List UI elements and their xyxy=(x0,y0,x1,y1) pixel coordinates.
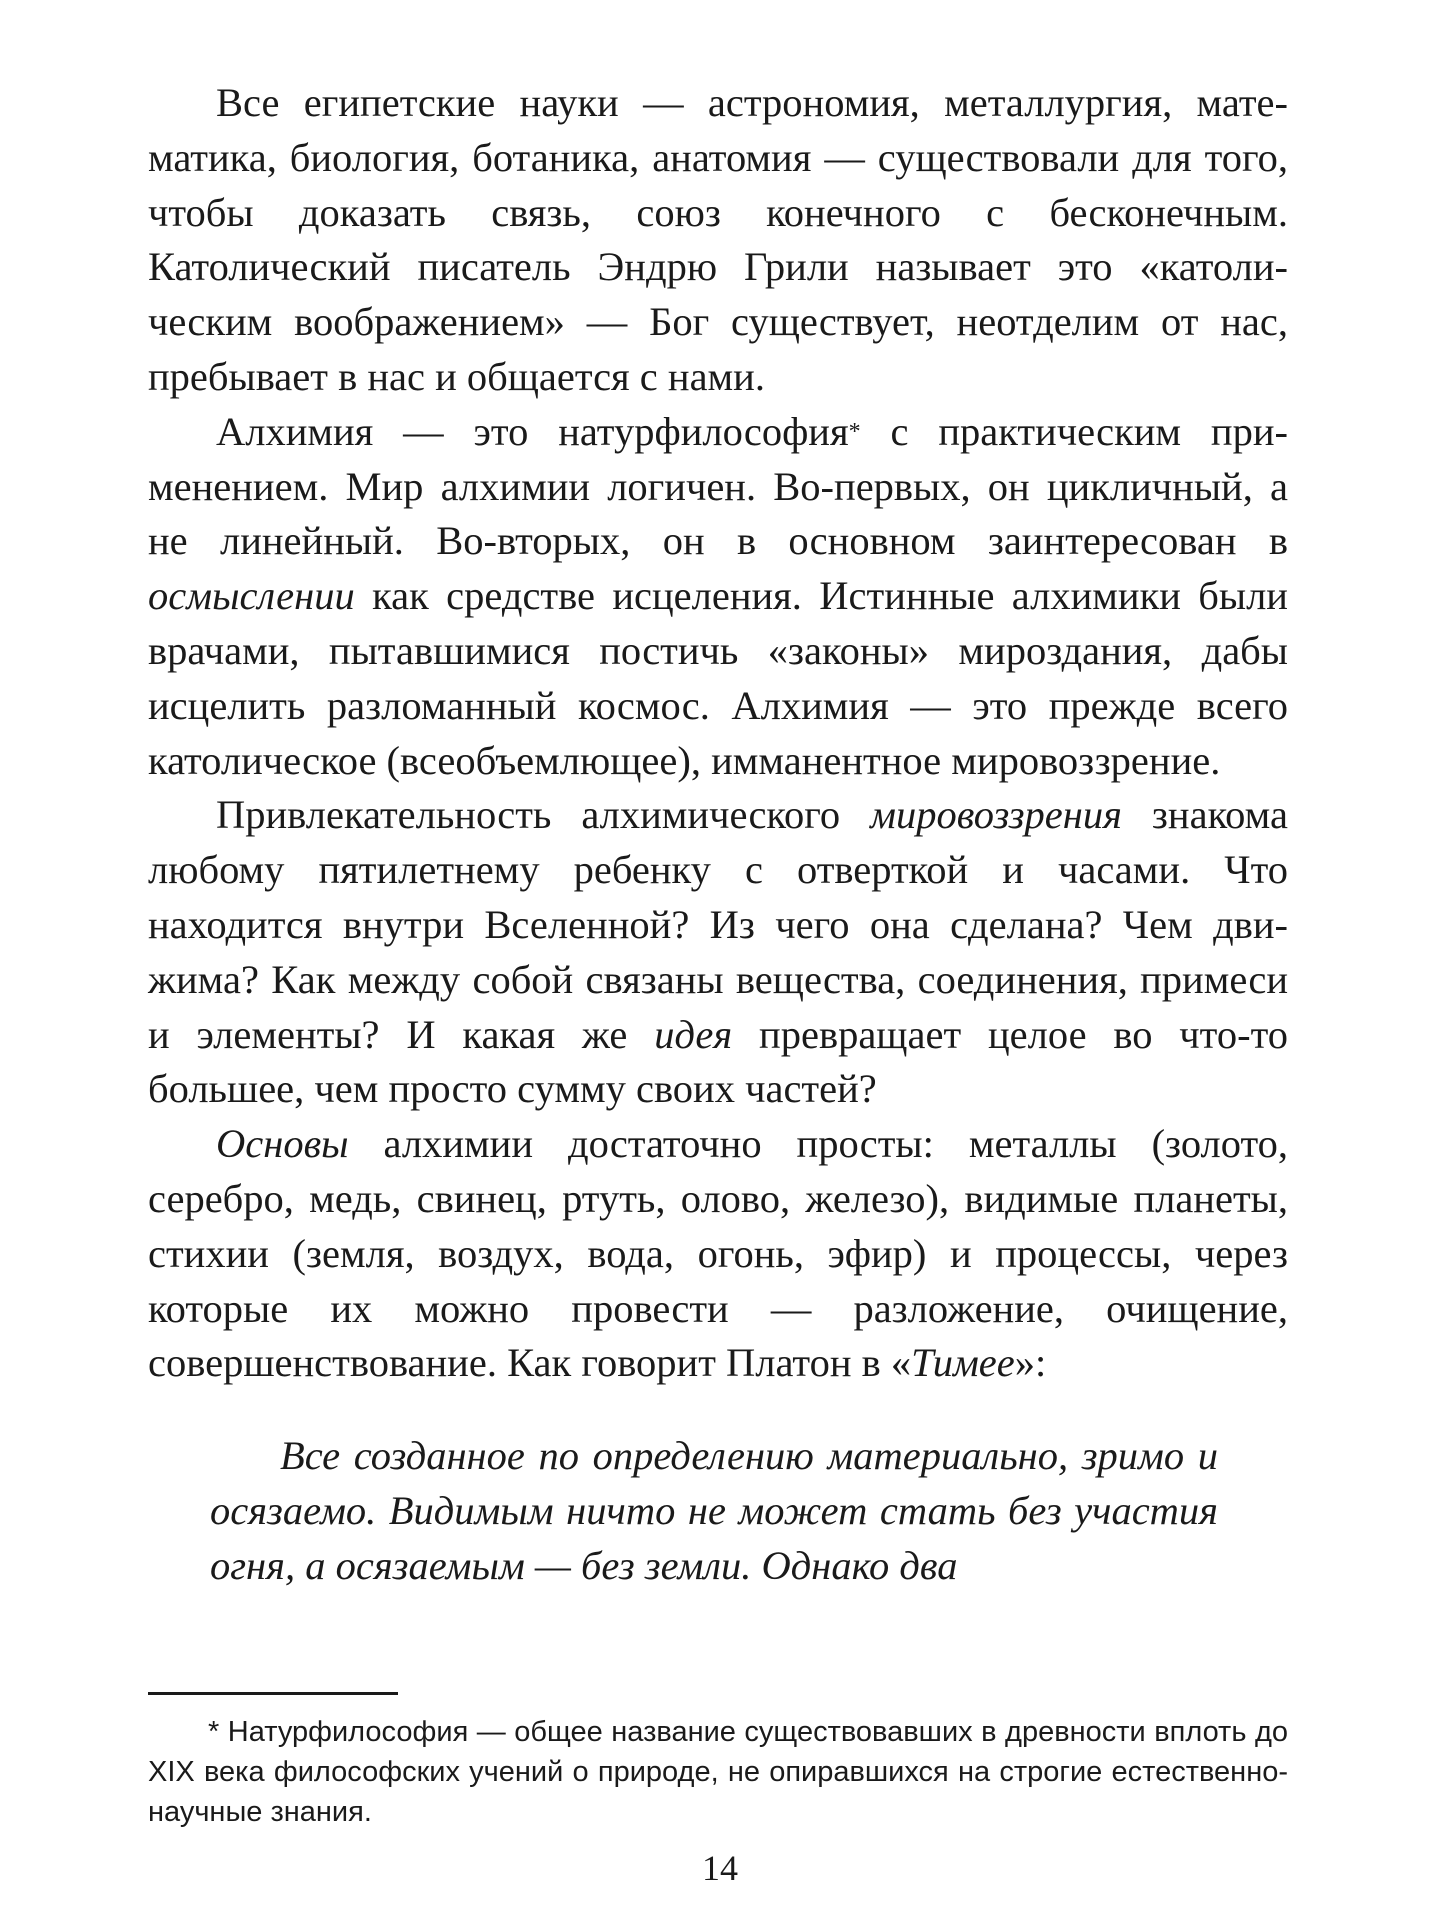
text-run: превращает целое во что-то большее, чем просто сумму своих частей? xyxy=(148,1011,1288,1112)
emphasis: мировоззрения xyxy=(870,792,1122,838)
paragraph-2 xyxy=(148,405,1288,789)
footnote: * Натурфилософия — общее название существовавших в древности вплоть до XIX века философских учений о природе, не опиравшихся на строгие естественно-научные знания. xyxy=(148,1716,1288,1828)
emphasis: Основы xyxy=(216,1121,349,1167)
emphasis: осмыслении xyxy=(148,573,355,619)
text-run: с практическим применением. Мир алхимии логичен. Во-первых, он цикличный, а не линейный. Во-вторых, он в основном заинтересован в xyxy=(148,408,1288,564)
paragraph-3 xyxy=(148,788,1288,1117)
text-run: алхимии достаточно просты: металлы (золото, серебро, медь, свинец, ртуть, олово, железо), видимые планеты, стихии (земля, воздух, вода, огонь, эфир) и процессы, через которые их можно провести — разложение, очищение, совершенствование. Как говорит Платон в « xyxy=(148,1121,1288,1386)
text-run: как средстве исцеления. Истинные алхимики были врачами, пытавшимися постичь «законы» мироздания, дабы исцелить разломанный космос. Алхимия — это прежде всего католическое (всеобъемлющее), имманентное мировоззрение. xyxy=(148,573,1288,783)
paragraph-1 xyxy=(148,76,1288,405)
paragraph-4 xyxy=(148,1117,1288,1391)
footnote-divider xyxy=(148,1692,398,1695)
page-number: 14 xyxy=(702,1848,738,1888)
quote-text: Все созданное по определению материально, зримо и осязаемо. Видимым ничто не может стать без участия огня, а осязаемым — без земли. Однако два xyxy=(210,1433,1218,1588)
footnote-marker: * xyxy=(848,418,861,445)
text-run: »: xyxy=(1014,1340,1047,1386)
main-text xyxy=(148,76,1288,1594)
emphasis: Тимее xyxy=(911,1340,1015,1386)
text-run: Алхимия — это натурфилософия xyxy=(216,408,849,454)
text-run: Все египетские науки — астрономия, металлургия, математика, биология, ботаника, анатомия — существовали для того, чтобы доказать связь, союз конечного с бесконечным. Католический писатель Эндрю Грили называет это «католическим воображением» — Бог существует, неотделим от нас, пребывает в нас и общается с нами. xyxy=(148,80,1288,399)
text-run: Привлекательность алхимического xyxy=(216,792,871,838)
text-run: знакома любому пятилетнему ребенку с отверткой и часами. Что находится внутри Вселенной? Из чего она сделана? Чем движима? Как между собой связаны вещества, соединения, примеси и элементы? И какая же xyxy=(148,792,1288,1057)
emphasis: идея xyxy=(654,1011,733,1057)
plato-quote xyxy=(148,1429,1288,1593)
